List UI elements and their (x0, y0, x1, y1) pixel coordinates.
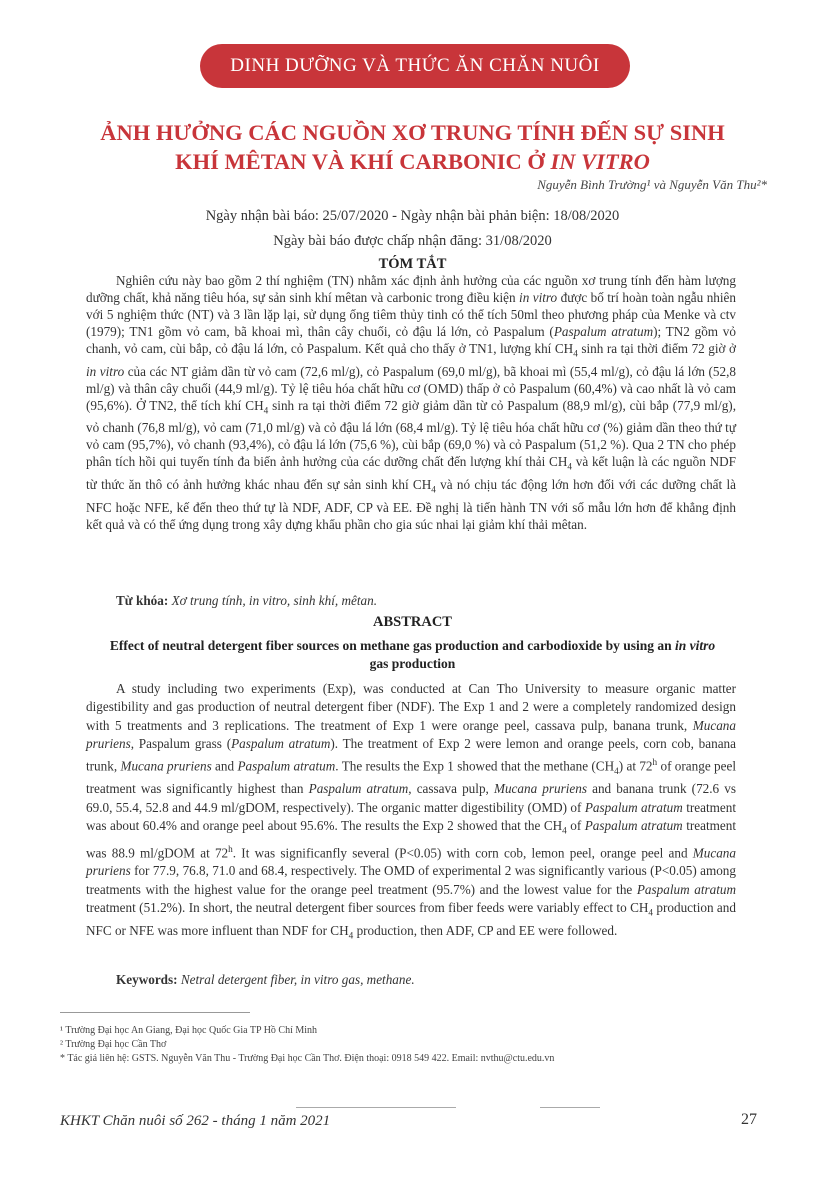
section-label: DINH DƯỠNG VÀ THỨC ĂN CHĂN NUÔI (230, 55, 600, 76)
summary-heading: TÓM TẮT (378, 256, 447, 272)
title-line-2: KHÍ MÊTAN VÀ KHÍ CARBONIC Ở IN VITRO (175, 149, 650, 174)
keywords-en: Keywords: Netral detergent fiber, in vitro gas, methane. (116, 972, 415, 987)
article-title (60, 118, 765, 176)
footnotes (60, 1024, 760, 1066)
received-dates: Ngày nhận bài báo: 25/07/2020 - Ngày nhận bài phản biện: 18/08/2020 (205, 208, 620, 224)
footnote-2: ² Trường Đại học Cần Thơ (60, 1039, 167, 1050)
footer-divider-short (540, 1107, 600, 1108)
page-number: 27 (741, 1111, 757, 1128)
section-banner (200, 44, 630, 88)
abstract-heading: ABSTRACT (373, 614, 452, 630)
journal-name: KHKT Chăn nuôi số 262 - tháng 1 năm 2021 (60, 1113, 331, 1129)
abstract-en-body: A study including two experiments (Exp), was conducted at Can Tho University to measure organic matter digestibility and gas production of neutral detergent fiber (NDF). The Exp 1 and 2 were a completely randomized design with 5 treatments and 3 replications. The treatment of Exp 1 were orange peel, cassava pulp, banana trunk, Mucana pruriens, Paspalum grass (Paspalum atratum). The treatment of Exp 2 were lemon and orange peels, corn cob, banana trunk, Mucana pruriens and Paspalum atratum. The results the Exp 1 showed that the methane $(CH_4)$ at 72$^h$ of orange peel treatment was significantly highest than Paspalum atratum, cassava pulp, Mucana pruriens and banana trunk (72.6 vs 69.0, 55.4, 52.8 and 44.9 ml/gDOM, respectively). The organic matter digestibility (OMD) of Paspalum atratum treatment was about 60.4% and orange peel about 95.6%. The results the Exp 2 showed that the $CH_4$ of Paspalum atratum treatment was 88.9 ml/gDOM at 72$^h$. It was significanfly several (P<0.05) with corn cob, lemon peel, orange peel and Mucana pruriens for 77.9, 76.8, 71.0 and 68.4, respectively. The OMD of experimental 2 was significantly various (P<0.05) among treatments with the highest value for the orange peel treatment (95.7%) and the lowest value for the Paspalum atratum treatment (51.2%). In short, the neutral detergent fiber sources from fiber feeds were variably effect to $CH_4$ production and NFC or NFE was more influent than NDF for $CH_4$ production, then ADF, CP and EE were followed. (86, 681, 737, 941)
title-line-1: ẢNH HƯỞNG CÁC NGUỒN XƠ TRUNG TÍNH ĐẾN SỰ SINH (100, 120, 725, 145)
summary-vi-body: Nghiên cứu này bao gồm 2 thí nghiệm (TN) nhằm xác định ảnh hưởng của các nguồn xơ trung tính đến hàm lượng dưỡng chất, khả năng tiêu hóa, sự sản sinh khí mêtan và carbonic trong điều kiện in vitro được bố trí hoàn toàn ngẫu nhiên với 5 nghiệm thức (NT) và 3 lần lặp lại, sử dụng ống tiêm thủy tinh có thể tích 50ml theo phương pháp của Menke và ctv (1979); TN1 gồm vỏ cam, bã khoai mì, thân cây chuối, cỏ đậu lá lớn, cỏ Paspalum (Paspalum atratum); TN2 gồm vỏ chanh, vỏ cam, cùi bắp, cỏ đậu lá lớn, cỏ Paspalum. Kết quả cho thấy ở TN1, lượng khí $CH_4$ sinh ra tại thời điểm 72 giờ ở in vitro của các NT giảm dần từ vỏ cam (72,6 ml/g), cỏ Paspalum (69,0 ml/g), bã khoai mì (55,4 ml/g), cỏ đậu lá lớn (52,8 ml/g) và thân cây chuối (44,9 ml/g). Tỷ lệ tiêu hóa chất hữu cơ (OMD) thấp ở cỏ Paspalum (60,4%) và cao nhất là vỏ cam (95,6%). Ở TN2, thể tích khí $CH_4$ sinh ra tại thời điểm 72 giờ giảm dần từ cỏ Paspalum (88,9 ml/g), cùi bắp (77,9 ml/g), vỏ chanh (76,8 ml/g), vỏ cam (71,0 ml/g) và cỏ đậu lá lớn (68,4 ml/g). Tỷ lệ tiêu hóa chất hữu cơ (%) giảm dần theo thứ tự vỏ cam (95,7%), vỏ chanh (93,4%), cỏ đậu lá lớn (75,6 %), cùi bắp (69,0 %) và cỏ Paspalum (51,2 %). Qua 2 TN cho phép phân tích hồi qui tuyến tính đa biến ảnh hưởng của các dưỡng chất đến lượng khí thải $CH_4$ và kết luận là các nguồn NDF từ thức ăn thô có ảnh hưởng khác nhau đến sự sản sinh khí $CH_4$ và nó chịu tác động lớn hơn đối với các dưỡng chất là NFC hoặc NFE, kế đến theo thứ tự là NDF, ADF, CP và EE. Đề nghị là tiến hành TN với số mẫu lớn hơn để khẳng định kết quả và có thể ứng dụng trong xây dựng khẩu phần cho gia súc nhai lại giảm khí thải mêtan. (86, 273, 736, 532)
footnote-1: ¹ Trường Đại học An Giang, Đại học Quốc Gia TP Hồ Chí Minh (60, 1025, 318, 1036)
keywords-vi: Từ khóa: Xơ trung tính, in vitro, sinh khí, mêtan. (116, 593, 378, 608)
footnote-3: * Tác giả liên hệ: GSTS. Nguyễn Văn Thu - Trường Đại học Cần Thơ. Điện thoại: 0918 549 422. Email: nvthu@ctu.edu.vn (60, 1053, 555, 1064)
authors: Nguyễn Bình Trường¹ và Nguyễn Văn Thu²* (537, 177, 767, 192)
accepted-date: Ngày bài báo được chấp nhận đăng: 31/08/2020 (273, 233, 552, 249)
english-title: Effect of neutral detergent fiber sources on methane gas production and carbodioxide by using an in vitro gas production (109, 638, 716, 671)
footer-divider (296, 1107, 456, 1108)
footnote-divider (60, 1012, 250, 1013)
